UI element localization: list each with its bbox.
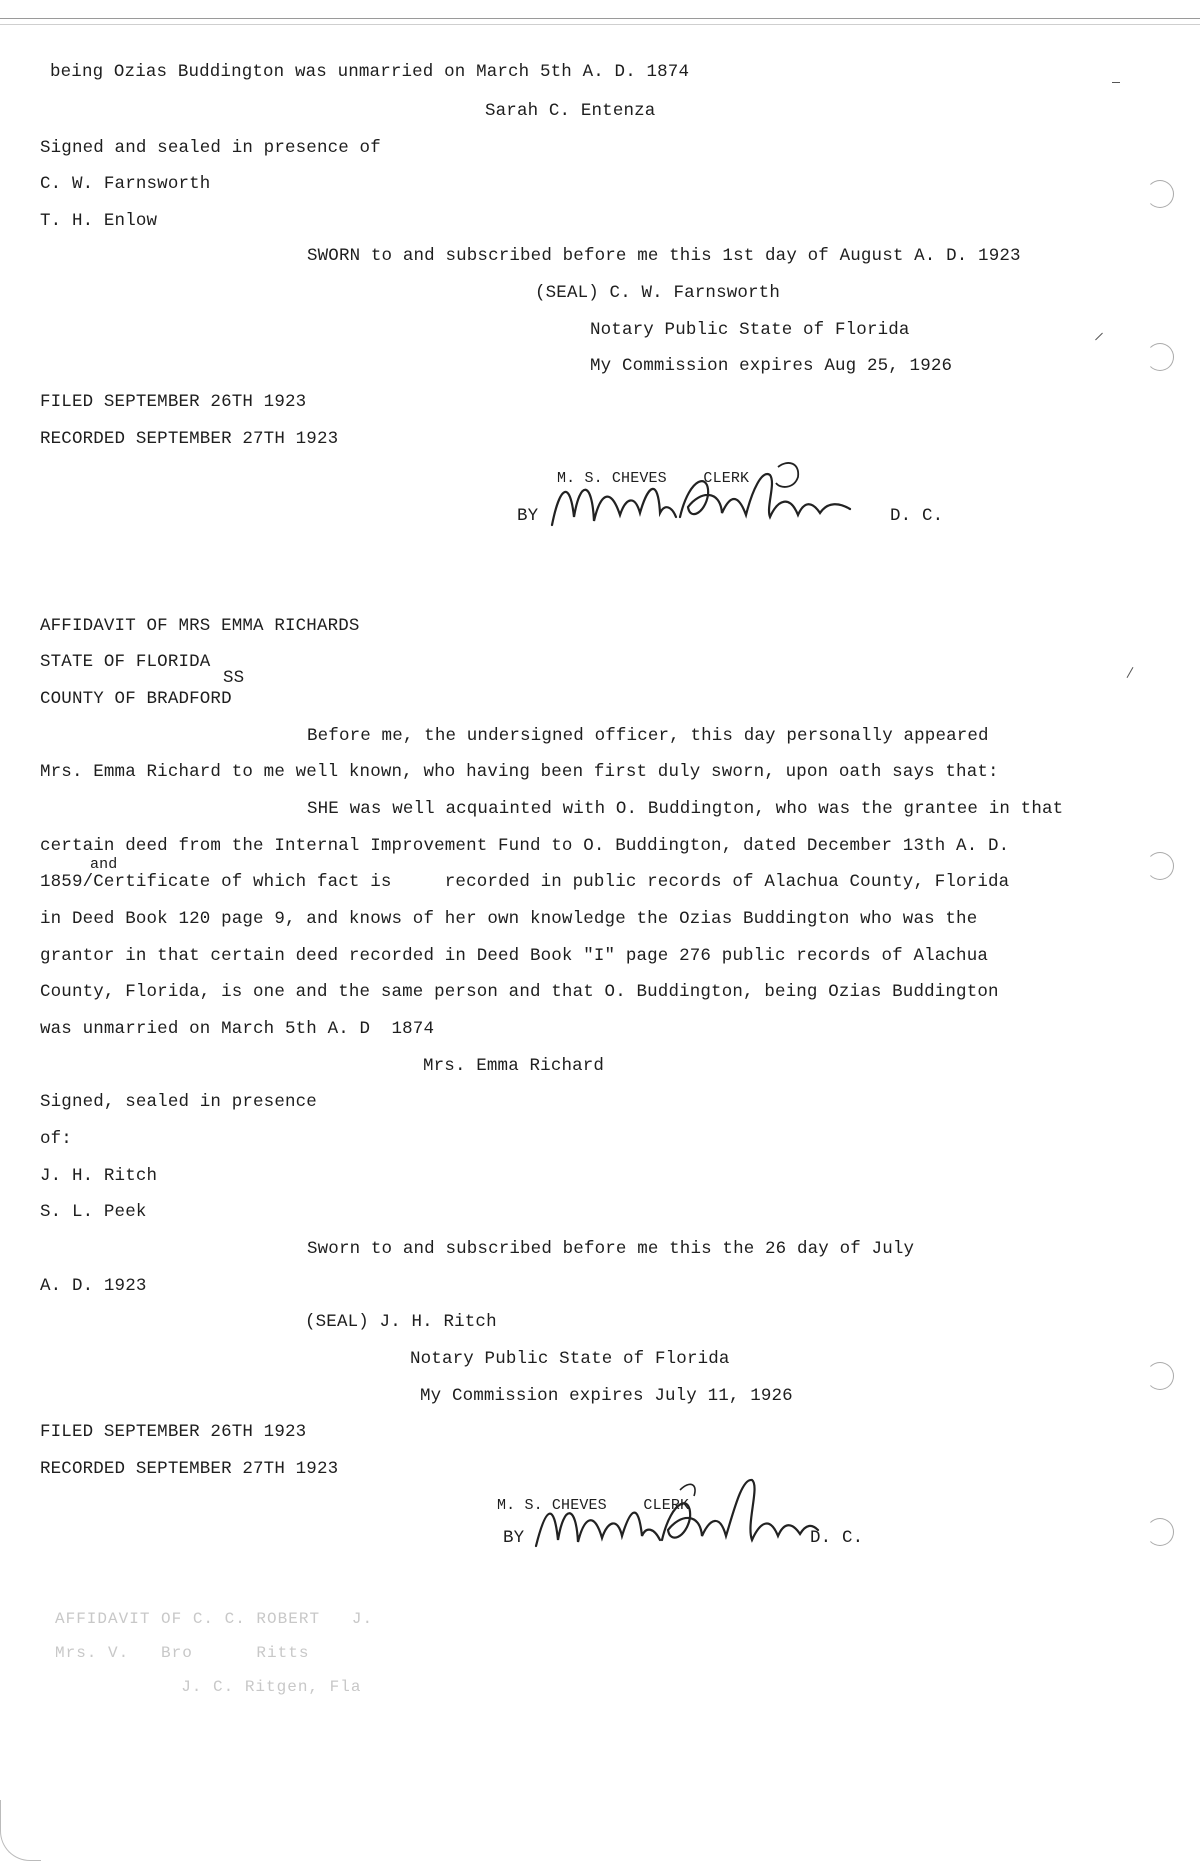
section2-filed: FILED SEPTEMBER 26TH 1923 [40,1422,307,1442]
section2-commission: My Commission expires July 11, 1926 [420,1386,793,1406]
section2-recorded: RECORDED SEPTEMBER 27TH 1923 [40,1459,339,1479]
section2-ss: SS [223,668,245,688]
section1-signer: Sarah C. Entenza [485,101,656,121]
section2-body-line: grantor in that certain deed recorded in Deed Book "I" page 276 public records of Alachua [40,946,989,966]
section2-witness1: J. H. Ritch [40,1166,158,1186]
section2-body-line: SHE was well acquainted with O. Buddington, who was the grantee in that [307,799,1064,819]
section2-state: STATE OF FLORIDA [40,652,211,672]
clerk-signature-drawing [540,455,860,545]
margin-mark [1127,667,1134,678]
section2-body-line: certain deed from the Internal Improvement Fund to O. Buddington, dated December 13th A. D. [40,836,1010,856]
margin-mark [1112,82,1120,83]
section2-witness2: S. L. Peek [40,1202,147,1222]
section2-sworn-year: A. D. 1923 [40,1276,147,1296]
faded-bleed-line: J. C. Ritgen, Fla [160,1678,362,1696]
faded-bleed-line: Mrs. V. Bro Ritts [55,1644,310,1662]
section2-title: AFFIDAVIT OF MRS EMMA RICHARDS [40,616,360,636]
section2-body-line: Before me, the undersigned officer, this day personally appeared [307,726,989,746]
section2-seal: (SEAL) J. H. Ritch [305,1312,497,1332]
section1-witness-heading: Signed and sealed in presence of [40,138,381,158]
section2-signer: Mrs. Emma Richard [423,1056,605,1076]
punch-hole [1146,180,1174,208]
section1-seal: (SEAL) C. W. Farnsworth [535,283,780,303]
section2-witness-of: of: [40,1129,72,1149]
punch-hole [1146,343,1174,371]
punch-hole [1146,852,1174,880]
section2-body-line: Mrs. Emma Richard to me well known, who having been first duly sworn, upon oath says that: [40,762,999,782]
section1-witness2: T. H. Enlow [40,211,158,231]
section2-county: COUNTY OF BRADFORD [40,689,232,709]
section1-clerk: M. S. CHEVES CLERK [557,470,750,487]
section1-dc: D. C. [890,506,944,526]
section2-sworn: Sworn to and subscribed before me this the 26 day of July [307,1239,915,1259]
faded-bleed-line: AFFIDAVIT OF C. C. ROBERT J. [55,1610,374,1628]
section2-and-insert: and [90,856,118,873]
section1-recorded: RECORDED SEPTEMBER 27TH 1923 [40,429,339,449]
section1-notary: Notary Public State of Florida [590,320,910,340]
section2-witness-heading: Signed, sealed in presence [40,1092,317,1112]
punch-hole [1146,1362,1174,1390]
section1-filed: FILED SEPTEMBER 26TH 1923 [40,392,307,412]
section2-body-line: 1859/Certificate of which fact is recorded in public records of Alachua County, Florida [40,872,1010,892]
section1-line1: being Ozias Buddington was unmarried on March 5th A. D. 1874 [50,62,690,82]
top-edge-rule-faint [0,24,1200,25]
punch-hole [1146,1518,1174,1546]
section2-body-line: in Deed Book 120 page 9, and knows of her own knowledge the Ozias Buddington who was the [40,909,978,929]
section2-notary: Notary Public State of Florida [410,1349,730,1369]
section1-witness1: C. W. Farnsworth [40,174,211,194]
section2-body-line: was unmarried on March 5th A. D 1874 [40,1019,435,1039]
section1-commission: My Commission expires Aug 25, 1926 [590,356,953,376]
section2-clerk: M. S. CHEVES CLERK [497,1497,690,1514]
margin-mark [1095,333,1103,341]
section2-body-line: County, Florida, is one and the same person and that O. Buddington, being Ozias Buddington [40,982,999,1002]
section1-sworn: SWORN to and subscribed before me this 1st day of August A. D. 1923 [307,246,1021,266]
page-corner-edge [0,1800,41,1861]
section2-dc: D. C. [810,1528,864,1548]
section1-by: BY [517,506,539,526]
top-edge-rule [0,18,1200,19]
clerk-signature-drawing [530,1470,820,1570]
section2-by: BY [503,1528,525,1548]
